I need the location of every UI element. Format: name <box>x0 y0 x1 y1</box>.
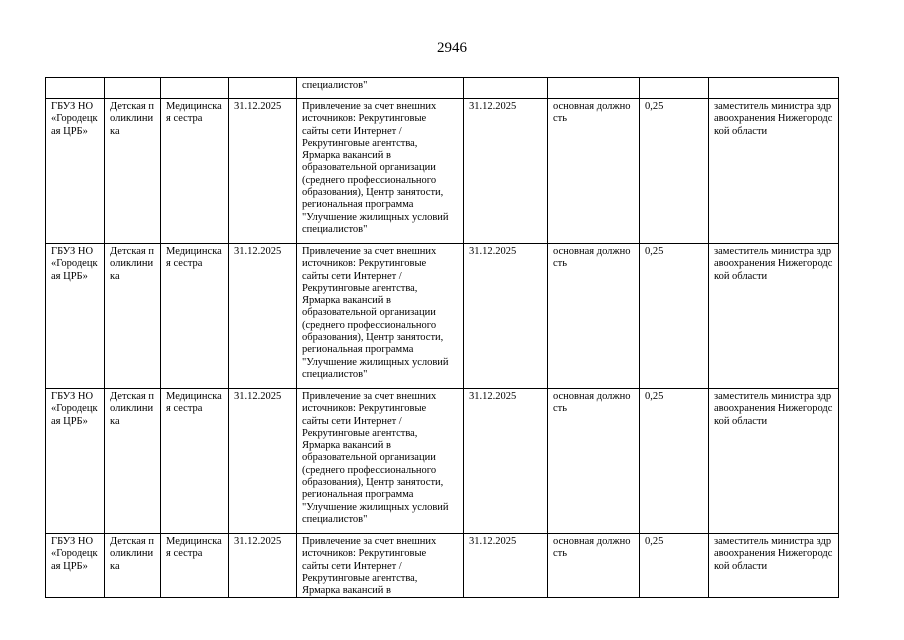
position-cell <box>161 78 229 99</box>
measure-line: Привлечение за счет внешних <box>302 246 437 257</box>
date1-cell: 31.12.2025 <box>229 244 297 389</box>
unit-cell <box>105 78 161 99</box>
date2-cell: 31.12.2025 <box>464 534 548 598</box>
rate-cell: 0,25 <box>640 244 709 389</box>
measure-line: (среднего профессионального <box>302 464 437 476</box>
measure-line: источников: Рекрутинговые <box>302 258 427 270</box>
responsible-cell: заместитель министра здравоохранения Нижегородской области <box>709 244 839 389</box>
measure-line: региональная программа <box>302 199 414 211</box>
measure-line: сайты сети Интернет / <box>302 270 402 282</box>
table-row <box>46 244 839 389</box>
measure-cell <box>297 99 464 244</box>
measure-line: специалистов" <box>302 513 368 525</box>
measure-line: (среднего профессионального <box>302 319 437 331</box>
unit-cell: Детская поликлиника <box>105 389 161 534</box>
measure-line: Ярмарка вакансий в <box>302 295 391 307</box>
rate-cell: 0,25 <box>640 99 709 244</box>
rate-cell: 0,25 <box>640 389 709 534</box>
position-cell: Медицинская сестра <box>161 534 229 598</box>
measure-line: источников: Рекрутинговые <box>302 403 427 415</box>
measure-line: источников: Рекрутинговые <box>302 113 427 125</box>
rate-cell <box>640 78 709 99</box>
measure-line: Рекрутинговые агентства, <box>302 427 418 439</box>
measure-line: сайты сети Интернет / <box>302 415 402 427</box>
responsible-cell <box>709 78 839 99</box>
measure-line: образования), Центр занятости, <box>302 332 444 344</box>
org-cell: ГБУЗ НО «Городецкая ЦРБ» <box>46 534 105 598</box>
measure-line: сайты сети Интернет / <box>302 125 402 137</box>
measure-cell <box>297 534 464 598</box>
date1-cell <box>229 78 297 99</box>
measure-line: специалистов" <box>302 223 368 235</box>
date2-cell: 31.12.2025 <box>464 99 548 244</box>
date1-cell: 31.12.2025 <box>229 99 297 244</box>
measure-cell <box>297 389 464 534</box>
measure-line: специалистов" <box>302 80 368 91</box>
measure-cell <box>297 244 464 389</box>
responsible-cell: заместитель министра здравоохранения Нижегородской области <box>709 99 839 244</box>
measure-line: специалистов" <box>302 368 368 380</box>
position-cell: Медицинская сестра <box>161 389 229 534</box>
unit-cell: Детская поликлиника <box>105 244 161 389</box>
measure-line: образовательной организации <box>302 162 436 174</box>
table-row <box>46 99 839 244</box>
measure-line: Привлечение за счет внешних <box>302 391 437 402</box>
date2-cell <box>464 78 548 99</box>
job-type-cell <box>548 78 640 99</box>
measure-line: Ярмарка вакансий в <box>302 150 391 162</box>
measure-line: региональная программа <box>302 489 414 501</box>
job-type-cell: основная должность <box>548 99 640 244</box>
table-row <box>46 389 839 534</box>
document-table <box>45 77 839 598</box>
measure-line: "Улучшение жилищных условий <box>302 211 449 223</box>
measure-cell <box>297 78 464 99</box>
measure-line: "Улучшение жилищных условий <box>302 501 449 513</box>
measure-line: Рекрутинговые агентства, <box>302 572 418 584</box>
measure-line: Привлечение за счет внешних <box>302 101 437 112</box>
measure-line: Рекрутинговые агентства, <box>302 282 418 294</box>
date2-cell: 31.12.2025 <box>464 389 548 534</box>
table-body <box>46 78 839 598</box>
table-row <box>46 534 839 598</box>
measure-line: источников: Рекрутинговые <box>302 548 427 560</box>
unit-cell: Детская поликлиника <box>105 99 161 244</box>
responsible-cell: заместитель министра здравоохранения Нижегородской области <box>709 389 839 534</box>
org-cell: ГБУЗ НО «Городецкая ЦРБ» <box>46 244 105 389</box>
rate-cell: 0,25 <box>640 534 709 598</box>
org-cell <box>46 78 105 99</box>
measure-line: Ярмарка вакансий в <box>302 440 391 452</box>
measure-line: Привлечение за счет внешних <box>302 536 437 547</box>
page-number: 2946 <box>437 40 467 56</box>
date2-cell: 31.12.2025 <box>464 244 548 389</box>
job-type-cell: основная должность <box>548 534 640 598</box>
measure-line: Рекрутинговые агентства, <box>302 137 418 149</box>
measure-line: Ярмарка вакансий в <box>302 585 391 597</box>
date1-cell: 31.12.2025 <box>229 389 297 534</box>
org-cell: ГБУЗ НО «Городецкая ЦРБ» <box>46 99 105 244</box>
measure-line: региональная программа <box>302 344 414 356</box>
measure-line: образовательной организации <box>302 307 436 319</box>
measure-line: образовательной организации <box>302 452 436 464</box>
measure-line: сайты сети Интернет / <box>302 560 402 572</box>
measure-line: образования), Центр занятости, <box>302 187 444 199</box>
measure-line: "Улучшение жилищных условий <box>302 356 449 368</box>
job-type-cell: основная должность <box>548 244 640 389</box>
measure-line: (среднего профессионального <box>302 174 437 186</box>
org-cell: ГБУЗ НО «Городецкая ЦРБ» <box>46 389 105 534</box>
responsible-cell: заместитель министра здравоохранения Нижегородской области <box>709 534 839 598</box>
measure-line: образования), Центр занятости, <box>302 477 444 489</box>
date1-cell: 31.12.2025 <box>229 534 297 598</box>
table-row-continued <box>46 78 839 99</box>
position-cell: Медицинская сестра <box>161 244 229 389</box>
job-type-cell: основная должность <box>548 389 640 534</box>
unit-cell: Детская поликлиника <box>105 534 161 598</box>
position-cell: Медицинская сестра <box>161 99 229 244</box>
